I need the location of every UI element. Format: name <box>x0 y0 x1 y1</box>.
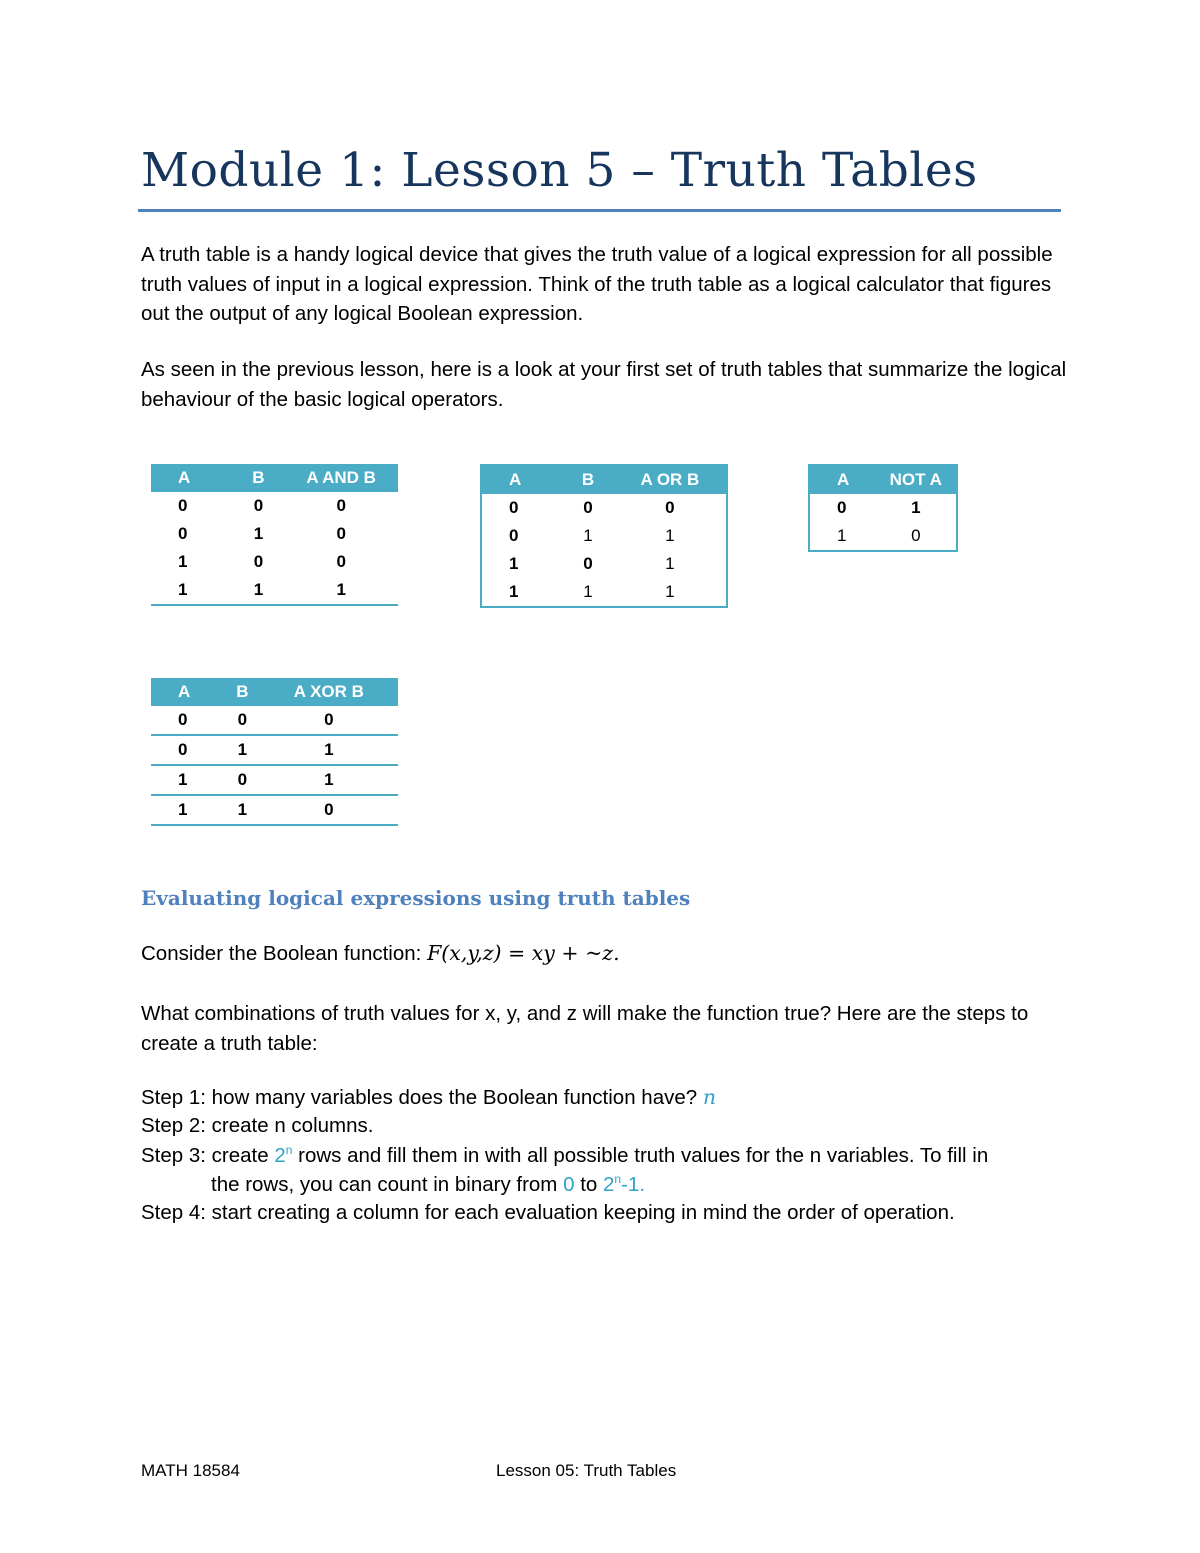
table-cell: 1 <box>284 576 398 605</box>
table-cell: 0 <box>151 735 225 765</box>
step-label: Step 2: <box>141 1114 206 1137</box>
table-cell: 1 <box>509 582 519 601</box>
table-header: B <box>225 678 260 706</box>
table-row <box>481 550 727 578</box>
step-label: Step 3: <box>141 1143 206 1167</box>
table-header: A <box>151 678 225 706</box>
table-cell: 1 <box>583 582 593 601</box>
table-header: NOT A <box>876 465 957 494</box>
footer-course-code: MATH 18584 <box>141 1461 240 1480</box>
table-cell: 1 <box>225 795 260 825</box>
step-text: how many variables does the Boolean function have? <box>205 1086 703 1109</box>
step-3-continued <box>211 1172 645 1197</box>
intro-paragraph: A truth table is a handy logical device that gives the truth value of a logical expression for all possible truth values of input in a logical expression. Think of the truth table as a logical calculator that figures out the output of any logical Boolean expression. <box>141 243 1053 325</box>
table-header: A AND B <box>284 464 398 492</box>
table-cell: 1 <box>911 498 921 517</box>
table-cell: 0 <box>225 765 260 795</box>
table-cell: 0 <box>253 496 264 515</box>
table-cell: 1 <box>665 526 675 545</box>
section-heading: Evaluating logical expressions using truth tables <box>141 886 691 910</box>
range-end-tail: -1. <box>621 1172 646 1196</box>
table-cell: 1 <box>509 554 519 573</box>
step-text: create <box>205 1143 275 1167</box>
table-cell: 0 <box>336 524 346 543</box>
table-cell: 0 <box>178 524 188 543</box>
table-cell: 1 <box>665 554 675 573</box>
table-cell: 0 <box>253 552 264 571</box>
table-cell: 0 <box>178 496 188 515</box>
power-exponent: n <box>614 1172 622 1186</box>
table-cell: 0 <box>583 498 593 517</box>
table-cell: 1 <box>151 795 225 825</box>
step-text: start creating a column for each evaluation keeping in mind the order of operation. <box>205 1201 955 1224</box>
step-4 <box>141 1201 955 1225</box>
table-cell: 1 <box>665 582 675 601</box>
step-text: the rows, you can count in binary from <box>211 1172 564 1196</box>
table-row <box>151 765 398 795</box>
table-cell: 1 <box>260 765 398 795</box>
table-header: A OR B <box>614 465 727 494</box>
table-row <box>151 548 398 576</box>
table-cell: 0 <box>509 526 519 545</box>
step-variable: n <box>702 1085 717 1109</box>
step-label: Step 1: <box>141 1086 206 1109</box>
step-text: to <box>574 1172 603 1196</box>
table-header: B <box>233 464 285 492</box>
step-text: rows and fill them in with all possible truth values for the n variables. To fill in <box>292 1143 989 1167</box>
power-exponent: n <box>285 1143 293 1157</box>
table-cell: 0 <box>911 526 921 545</box>
table-cell: 0 <box>665 498 675 517</box>
power-base: 2 <box>274 1143 286 1167</box>
title-underline <box>138 209 1061 212</box>
table-cell: 1 <box>233 576 285 605</box>
consider-label: Consider the Boolean function: <box>141 942 428 965</box>
step-2 <box>141 1114 373 1138</box>
table-cell: 1 <box>583 526 593 545</box>
not-truth-table <box>808 464 958 552</box>
table-cell: 0 <box>509 498 519 517</box>
table-cell: 0 <box>583 554 593 573</box>
or-truth-table <box>480 464 728 608</box>
table-header: A XOR B <box>260 678 398 706</box>
table-cell: 0 <box>837 498 847 517</box>
step-1 <box>141 1085 716 1110</box>
table-row <box>809 522 957 551</box>
footer-lesson-title: Lesson 05: Truth Tables <box>496 1461 677 1480</box>
boolean-function-line <box>141 941 620 966</box>
and-truth-table <box>151 464 398 606</box>
table-row <box>481 522 727 550</box>
boolean-formula: F(x,y,z) = xy + ~z. <box>427 941 620 965</box>
table-row <box>151 576 398 605</box>
table-row <box>151 492 398 520</box>
step-text: create n columns. <box>205 1114 374 1137</box>
table-row <box>151 795 398 825</box>
table-header: B <box>562 465 614 494</box>
table-cell: 0 <box>336 552 346 571</box>
intro-paragraph-2: As seen in the previous lesson, here is a look at your first set of truth tables that summarize the logical behaviour of the basic logical operators. <box>141 358 1067 411</box>
table-cell: 1 <box>151 576 233 605</box>
table-cell: 1 <box>225 735 260 765</box>
table-cell: 0 <box>260 795 398 825</box>
step-label: Step 4: <box>141 1201 206 1224</box>
question-paragraph: What combinations of truth values for x, y, and z will make the function true? Here are the steps to create a truth table: <box>141 1002 1029 1055</box>
table-cell: 0 <box>260 706 398 735</box>
table-cell: 0 <box>225 706 260 735</box>
table-row <box>151 735 398 765</box>
table-row <box>481 494 727 522</box>
step-3 <box>141 1143 988 1168</box>
power-base: 2 <box>603 1172 615 1196</box>
table-header: A <box>481 465 562 494</box>
xor-truth-table <box>151 678 398 826</box>
table-row <box>481 578 727 607</box>
table-cell: 1 <box>151 765 225 795</box>
table-row <box>809 494 957 522</box>
table-row <box>151 706 398 735</box>
table-cell: 1 <box>837 526 847 545</box>
table-cell: 1 <box>260 735 398 765</box>
table-cell: 0 <box>336 496 346 515</box>
table-cell: 1 <box>178 552 188 571</box>
table-header: A <box>809 465 876 494</box>
page-title: Module 1: Lesson 5 – Truth Tables <box>141 143 978 198</box>
table-cell: 0 <box>151 706 225 735</box>
table-cell: 1 <box>253 524 264 543</box>
table-row <box>151 520 398 548</box>
range-start: 0 <box>563 1172 575 1196</box>
table-header: A <box>151 464 233 492</box>
